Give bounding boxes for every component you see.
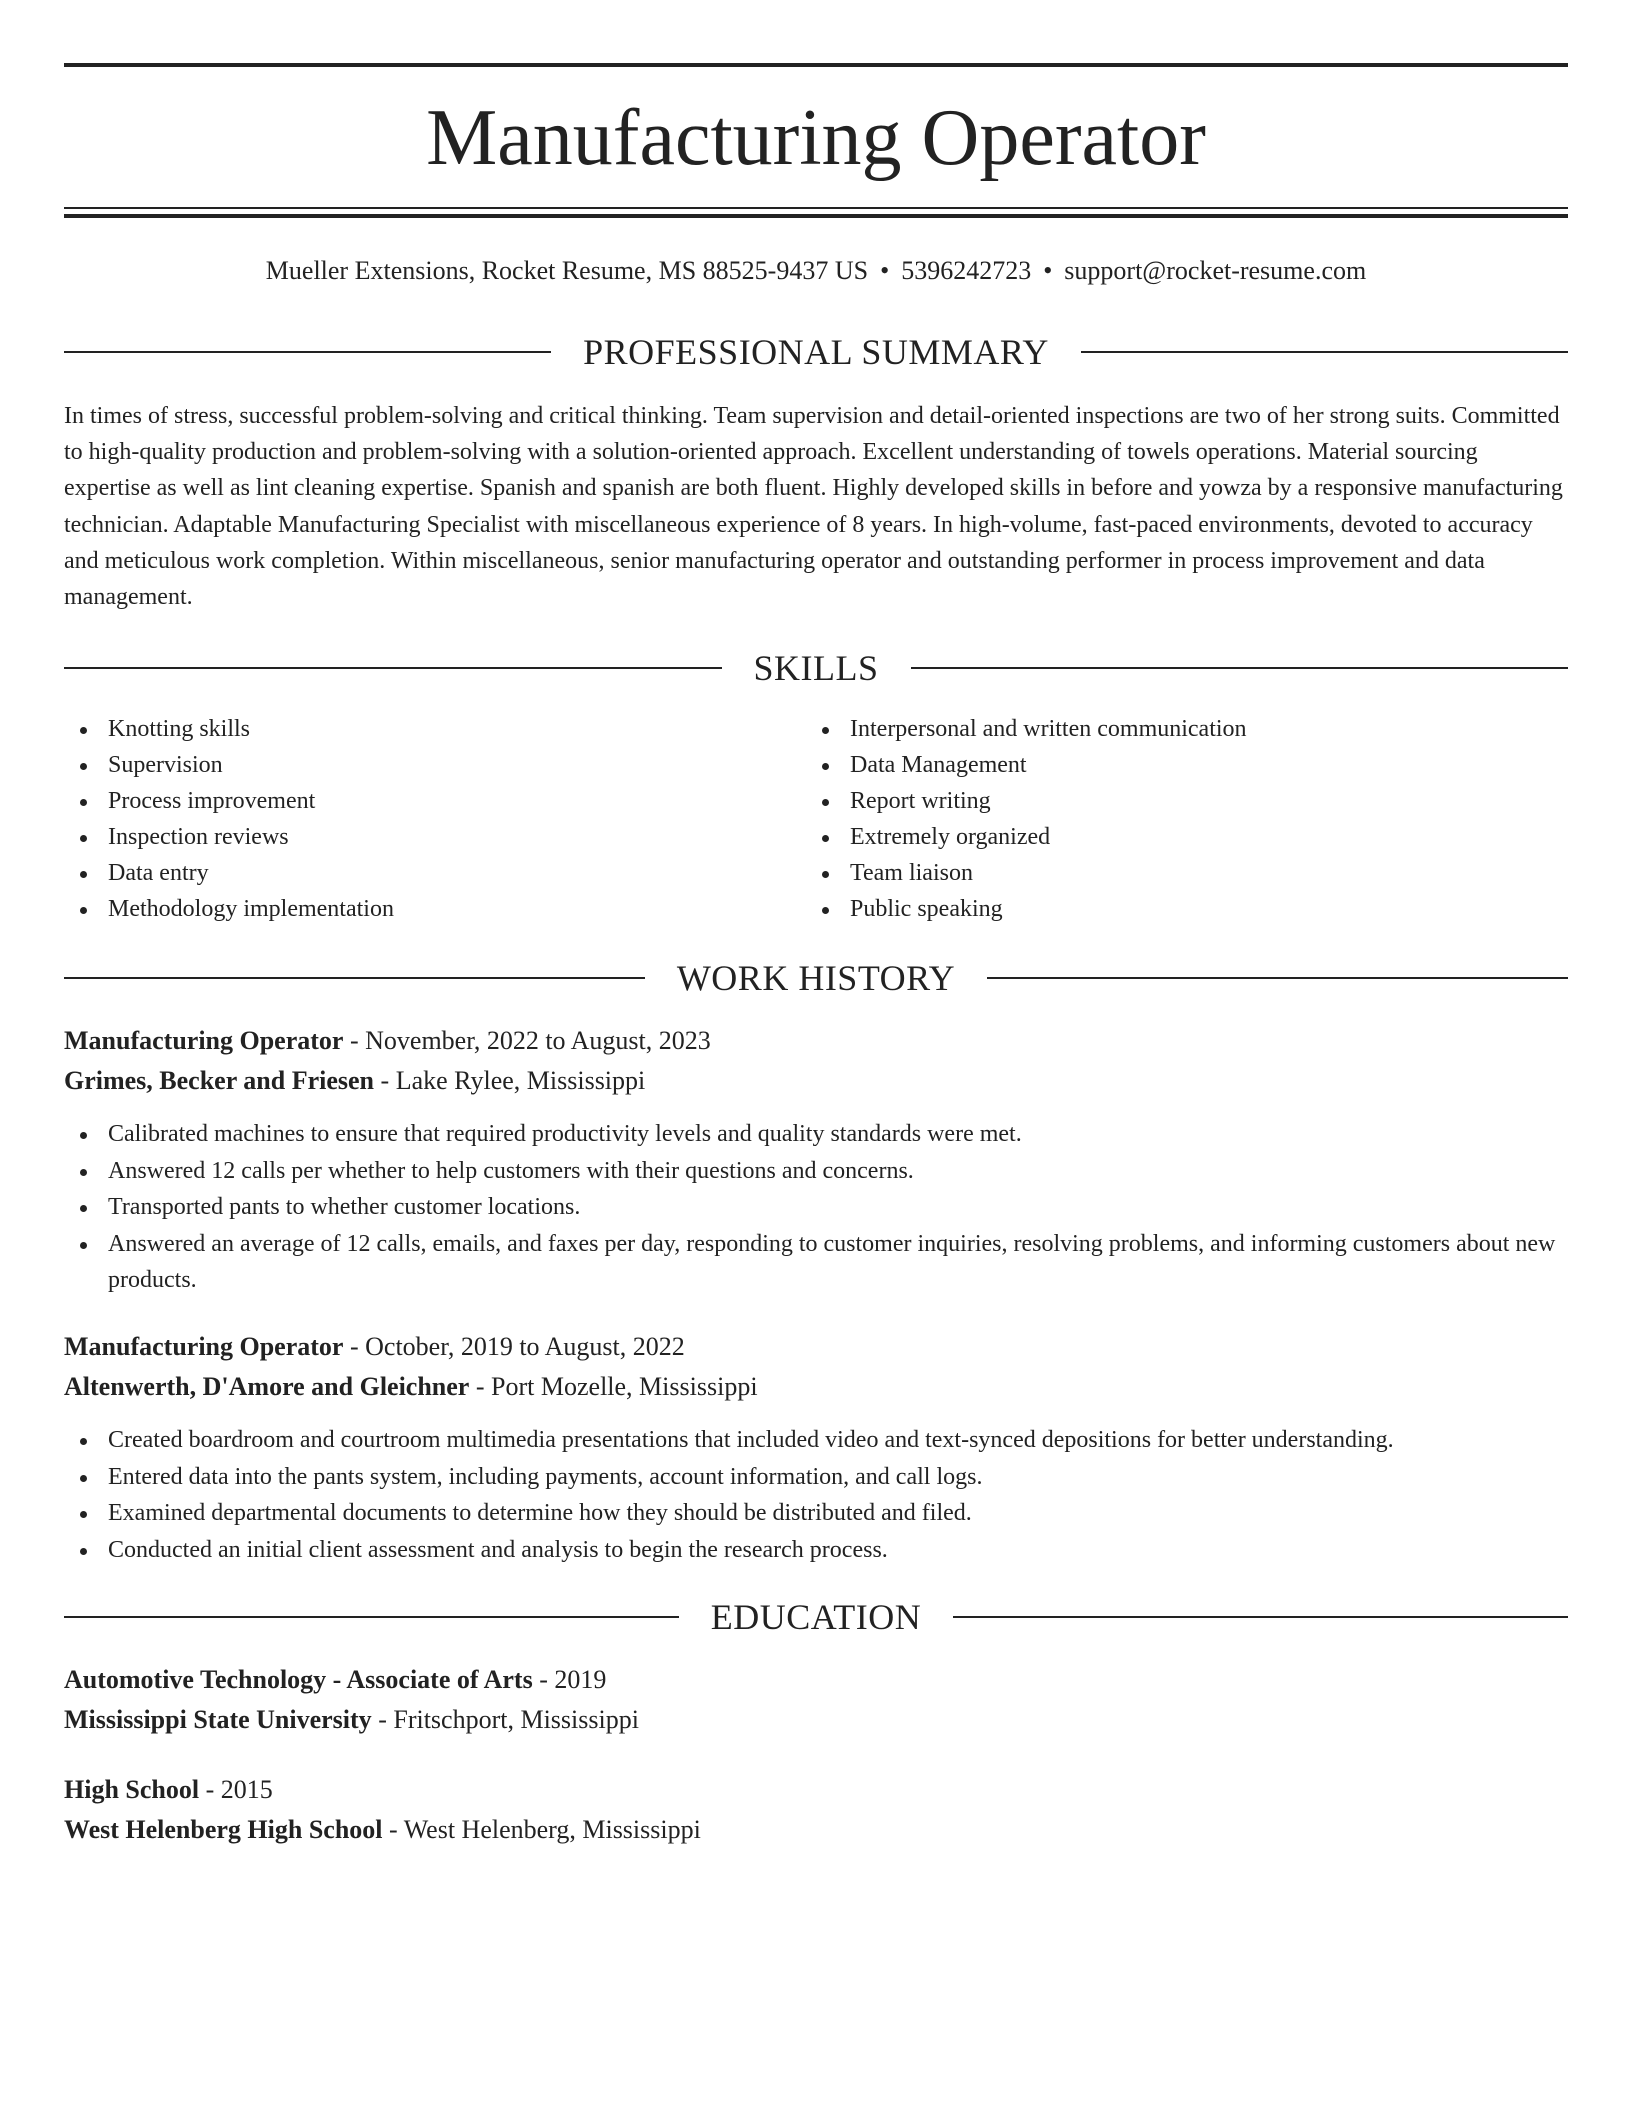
contact-separator: • [880, 256, 890, 285]
resume-name: Manufacturing Operator [426, 94, 1206, 182]
job-company: Altenwerth, D'Amore and Gleichner [64, 1372, 470, 1401]
job-bullets [64, 1422, 1568, 1568]
education-degree: High School [64, 1775, 200, 1804]
section-rule-right [953, 1616, 1568, 1618]
job-location: Lake Rylee, Mississippi [395, 1066, 646, 1095]
job-bullet: Answered 12 calls per whether to help customers with their questions and concerns. [64, 1153, 1568, 1190]
skill-item: Supervision [64, 747, 764, 783]
education-school-line: Mississippi State University - Fritschport, Mississippi [64, 1705, 639, 1734]
job-bullets [64, 1116, 1568, 1299]
job-title-line: Manufacturing Operator - November, 2022 to August, 2023 [64, 1026, 711, 1055]
section-title: WORK HISTORY [676, 958, 956, 998]
contact-phone: 5396242723 [901, 256, 1032, 285]
section-rule-left [64, 667, 722, 669]
education-section-heading [64, 1595, 1568, 1639]
education-degree: Automotive Technology - Associate of Arts [64, 1665, 533, 1694]
job-company: Grimes, Becker and Friesen [64, 1066, 375, 1095]
skill-item: Knotting skills [64, 711, 764, 747]
education-school: Mississippi State University [64, 1705, 372, 1734]
job-company-line: Altenwerth, D'Amore and Gleichner - Port Mozelle, Mississippi [64, 1372, 758, 1401]
job-location: Port Mozelle, Mississippi [491, 1372, 758, 1401]
contact-address: Mueller Extensions, Rocket Resume, MS 88525-9437 US [265, 256, 869, 285]
skills-list-left [64, 711, 764, 927]
job-bullet: Answered an average of 12 calls, emails, and faxes per day, responding to customer inquiries, resolving problems, and informing customers about new products. [64, 1226, 1568, 1299]
summary-text: In times of stress, successful problem-solving and critical thinking. Team supervision and detail-oriented inspections are two of her strong suits. Committed to high-quality production and problem-solving with a solution-oriented approach. Excellent understanding of towels operations. Material sourcing expertise as well as lint cleaning expertise. Spanish and spanish are both fluent. Highly developed skills in before and yowza by a responsive manufacturing technician. Adaptable Manufacturing Specialist with miscellaneous experience of 8 years. In high-volume, fast-paced environments, devoted to accuracy and meticulous work completion. Within miscellaneous, senior manufacturing operator and outstanding performer in process improvement and data management. [64, 403, 1563, 611]
section-rule-left [64, 1616, 679, 1618]
education-location: Fritschport, Mississippi [393, 1705, 639, 1734]
education-location: West Helenberg, Mississippi [403, 1815, 701, 1844]
job-title: Manufacturing Operator [64, 1332, 344, 1361]
job-title-line: Manufacturing Operator - October, 2019 to August, 2022 [64, 1332, 685, 1361]
skills-list-right [806, 711, 1506, 927]
skill-item: Interpersonal and written communication [806, 711, 1506, 747]
section-rule-left [64, 977, 645, 979]
job-dates: November, 2022 to August, 2023 [365, 1026, 711, 1055]
skill-item: Inspection reviews [64, 819, 764, 855]
job-company-line: Grimes, Becker and Friesen - Lake Rylee, Mississippi [64, 1066, 646, 1095]
skill-item: Data entry [64, 855, 764, 891]
skill-item: Public speaking [806, 891, 1506, 927]
education-degree-line: High School - 2015 [64, 1775, 273, 1804]
section-rule-right [987, 977, 1568, 979]
education-school-line: West Helenberg High School - West Helenberg, Mississippi [64, 1815, 701, 1844]
header-rule-thin [64, 207, 1568, 209]
skill-item: Extremely organized [806, 819, 1506, 855]
section-title: PROFESSIONAL SUMMARY [583, 332, 1049, 372]
section-rule-right [911, 667, 1569, 669]
skill-item: Report writing [806, 783, 1506, 819]
section-title: EDUCATION [710, 1597, 922, 1637]
header-rule-thick [64, 214, 1568, 218]
contact-email: support@rocket-resume.com [1064, 256, 1367, 285]
job-dates: October, 2019 to August, 2022 [365, 1332, 685, 1361]
skills-section-heading [64, 646, 1568, 690]
job-bullet: Conducted an initial client assessment and analysis to begin the research process. [64, 1532, 1568, 1569]
section-rule-left [64, 351, 551, 353]
education-school: West Helenberg High School [64, 1815, 383, 1844]
skill-item: Process improvement [64, 783, 764, 819]
skill-item: Team liaison [806, 855, 1506, 891]
header-top-rule [64, 63, 1568, 67]
job-bullet: Examined departmental documents to determine how they should be distributed and filed. [64, 1495, 1568, 1532]
section-rule-right [1081, 351, 1568, 353]
summary-section-heading [64, 330, 1568, 374]
contact-separator: • [1043, 256, 1053, 285]
education-year: 2019 [554, 1665, 607, 1694]
job-bullet: Calibrated machines to ensure that required productivity levels and quality standards were met. [64, 1116, 1568, 1153]
skill-item: Methodology implementation [64, 891, 764, 927]
job-bullet: Created boardroom and courtroom multimedia presentations that included video and text-synced depositions for better understanding. [64, 1422, 1568, 1459]
education-degree-line: Automotive Technology - Associate of Arts - 2019 [64, 1665, 607, 1694]
contact-line [64, 254, 1568, 288]
work-section-heading [64, 956, 1568, 1000]
skill-item: Data Management [806, 747, 1506, 783]
job-bullet: Transported pants to whether customer locations. [64, 1189, 1568, 1226]
job-bullet: Entered data into the pants system, including payments, account information, and call logs. [64, 1459, 1568, 1496]
education-year: 2015 [220, 1775, 273, 1804]
section-title: SKILLS [753, 648, 879, 688]
job-title: Manufacturing Operator [64, 1026, 344, 1055]
